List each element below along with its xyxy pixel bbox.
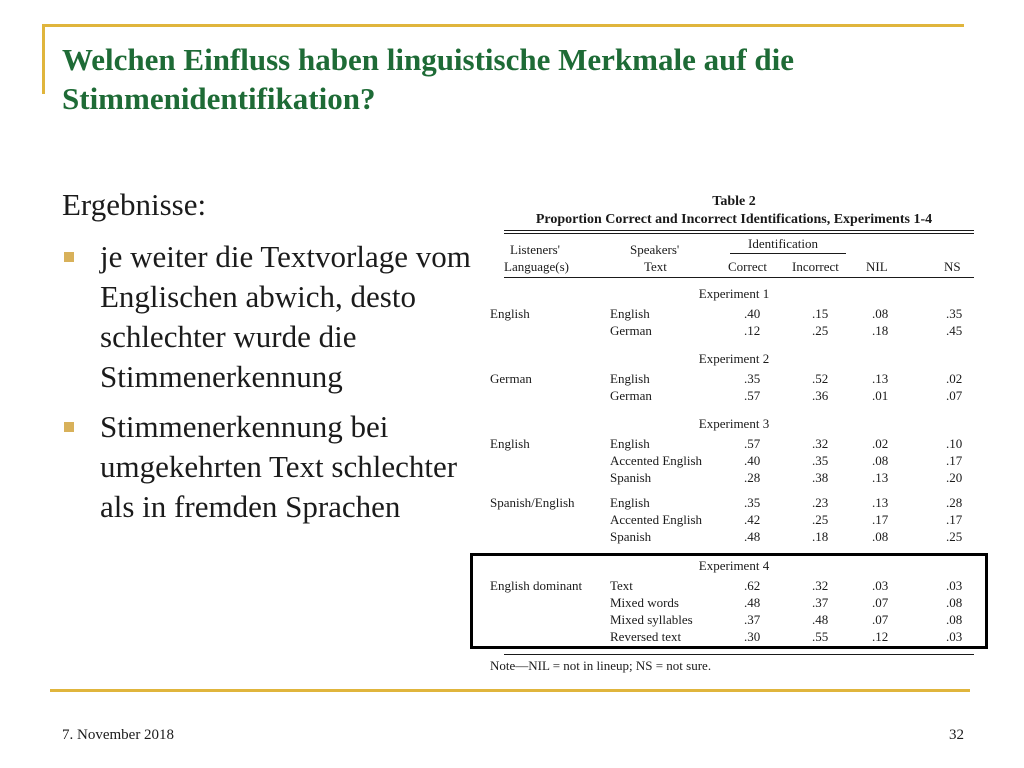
cell-correct: .42 [744,512,761,527]
slide-title: Welchen Einfluss haben linguistische Merkmale auf die Stimmenidentifikation? [62,42,795,116]
cell-text: Reversed text [610,629,682,644]
cell-incorrect: .52 [812,371,829,386]
header-listeners-1: Listeners' [510,242,560,257]
cell-text: German [610,323,652,338]
cell-text: English [610,495,650,510]
cell-ns: .28 [946,495,963,510]
header-nil: NIL [866,259,888,274]
bullet-square-icon [64,252,74,262]
bullet-text: Stimmenerkennung bei umgekehrten Text schlechter als in fremden Sprachen [100,409,458,524]
cell-text: English [610,306,650,321]
cell-nil: .08 [872,529,889,544]
bullet-square-icon [64,422,74,432]
cell-ns: .45 [946,323,963,338]
cell-incorrect: .25 [812,323,829,338]
table-bottom-rule [504,654,974,655]
cell-incorrect: .38 [812,470,829,485]
cell-incorrect: .55 [812,629,829,644]
cell-ns: .07 [946,388,963,403]
cell-text: Mixed words [610,595,679,610]
cell-incorrect: .48 [812,612,829,627]
cell-incorrect: .18 [812,529,829,544]
cell-correct: .12 [744,323,761,338]
header-correct: Correct [728,259,767,274]
cell-text: Accented English [610,512,703,527]
identification-rule [730,253,846,254]
cell-nil: .03 [872,578,889,593]
cell-correct: .35 [744,371,761,386]
cell-ns: .02 [946,371,963,386]
listener-language: English [490,436,530,451]
cell-ns: .35 [946,306,963,321]
cell-ns: .25 [946,529,963,544]
cell-ns: .10 [946,436,963,451]
frame-top-rule [44,24,964,27]
table-note: Note—NIL = not in lineup; NS = not sure. [490,658,712,673]
cell-ns: .08 [946,595,963,610]
cell-ns: .17 [946,453,963,468]
listener-language: English [490,306,530,321]
cell-correct: .48 [744,595,761,610]
cell-text: English [610,371,650,386]
results-heading: Ergebnisse: [62,187,207,222]
cell-incorrect: .23 [812,495,829,510]
experiment-4-highlight-box [470,553,988,649]
cell-incorrect: .36 [812,388,829,403]
bullet-list [62,237,492,537]
cell-incorrect: .25 [812,512,829,527]
table-top-rule [504,230,974,231]
footer-date: 7. November 2018 [62,727,175,743]
cell-ns: .03 [946,578,963,593]
cell-text: Accented English [610,453,703,468]
header-ns: NS [944,259,961,274]
cell-text: Spanish [610,529,652,544]
cell-text: German [610,388,652,403]
cell-nil: .12 [872,629,889,644]
experiment-label: Experiment 4 [698,558,770,573]
cell-correct: .62 [744,578,761,593]
cell-nil: .18 [872,323,889,338]
cell-incorrect: .32 [812,578,829,593]
table-title: Table 2 [712,194,756,209]
cell-nil: .02 [872,436,889,451]
cell-text: Spanish [610,470,652,485]
header-listeners-2: Language(s) [504,259,569,274]
cell-incorrect: .37 [812,595,829,610]
bullet-item [62,407,492,527]
cell-text: Text [610,578,633,593]
header-identification: Identification [748,236,819,251]
cell-nil: .08 [872,453,889,468]
cell-text: English [610,436,650,451]
cell-correct: .57 [744,436,761,451]
frame-left-rule [42,24,45,94]
cell-correct: .28 [744,470,761,485]
cell-nil: .13 [872,495,889,510]
cell-nil: .07 [872,595,889,610]
listener-language: Spanish/English [490,495,575,510]
experiment-label: Experiment 2 [698,351,770,366]
experiment-label: Experiment 1 [698,286,770,301]
cell-correct: .35 [744,495,761,510]
bullet-item [62,237,492,397]
cell-text: Mixed syllables [610,612,693,627]
header-speakers-1: Speakers' [630,242,680,257]
cell-correct: .30 [744,629,761,644]
table-subtitle: Proportion Correct and Incorrect Identifications, Experiments 1-4 [535,212,933,227]
bullet-text: je weiter die Textvorlage vom Englischen abwich, desto schlechter wurde die Stimmenerkennung [100,239,471,394]
cell-ns: .20 [946,470,963,485]
header-incorrect: Incorrect [792,259,839,274]
cell-incorrect: .15 [812,306,829,321]
frame-bottom-rule [50,689,970,692]
cell-nil: .13 [872,371,889,386]
cell-ns: .08 [946,612,963,627]
header-speakers-2: Text [644,259,667,274]
cell-nil: .07 [872,612,889,627]
cell-correct: .57 [744,388,761,403]
experiment-label: Experiment 3 [698,416,770,431]
cell-correct: .40 [744,453,761,468]
cell-correct: .37 [744,612,761,627]
cell-nil: .13 [872,470,889,485]
cell-correct: .40 [744,306,761,321]
footer-page-number: 32 [949,727,964,743]
cell-incorrect: .35 [812,453,829,468]
cell-ns: .17 [946,512,963,527]
cell-nil: .17 [872,512,889,527]
header-bottom-rule [504,277,974,278]
cell-correct: .48 [744,529,761,544]
cell-nil: .01 [872,388,889,403]
listener-language: English dominant [490,578,583,593]
listener-language: German [490,371,532,386]
cell-nil: .08 [872,306,889,321]
table-top-rule-2 [504,233,974,234]
cell-ns: .03 [946,629,963,644]
cell-incorrect: .32 [812,436,829,451]
